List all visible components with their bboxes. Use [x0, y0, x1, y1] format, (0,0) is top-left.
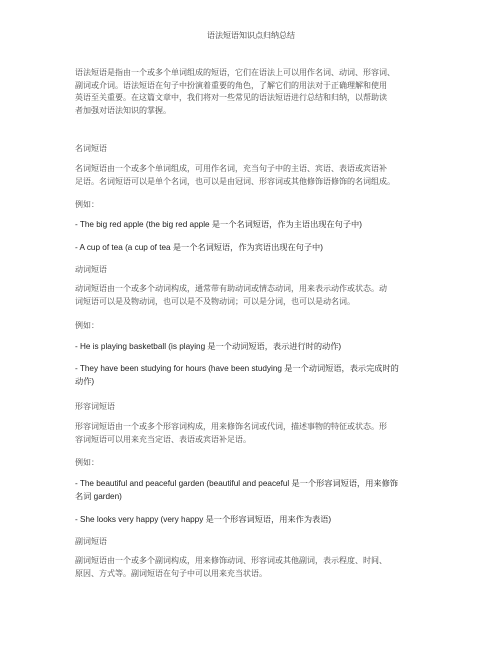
- noun-description: [75, 163, 435, 188]
- verb-desc-line: 动词短语由一个或多个动词构成，通常带有助动词或情态动词，用来表示动作或状态。动: [75, 284, 387, 293]
- verb-example-line: - They have been studying for hours (have been studying 是一个动词短语，表示完成时的: [75, 364, 399, 373]
- verb-example-line: 动作): [75, 376, 95, 386]
- verb-example: [75, 363, 435, 388]
- document-title: 语法短语知识点归纳总结: [207, 31, 295, 40]
- adv-desc-line: 原因、方式等。副词短语在句子中可以用来充当状语。: [75, 568, 267, 578]
- intro-line: 副词或介词。语法短语在句子中扮演着重要的角色，了解它们的用法对于正确理解和使用: [75, 80, 387, 90]
- noun-example: - A cup of tea (a cup of tea 是一个名词短语，作为宾语出现在句子中): [75, 243, 323, 252]
- adj-heading: 形容词短语: [75, 402, 115, 411]
- verb-desc-line: 词短语可以是及物动词，也可以是不及物动词；可以是分词，也可以是动名词。: [75, 296, 355, 306]
- adj-example-label: 例如：: [75, 458, 99, 467]
- adv-description: [75, 555, 435, 580]
- verb-example-label: 例如：: [75, 321, 99, 330]
- adj-example-line: - The beautiful and peaceful garden (beautiful and peaceful 是一个形容词短语，用来修饰: [75, 479, 398, 488]
- adj-description: [75, 421, 435, 446]
- intro-line: 英语至关重要。在这篇文章中，我们将对一些常见的语法短语进行总结和归纳，以帮助读: [75, 93, 387, 102]
- verb-heading: 动词短语: [75, 265, 107, 274]
- adj-example: - She looks very happy (very happy 是一个形容词短语，用来作为表语): [75, 515, 332, 524]
- noun-desc-line: 名词短语由一个或多个单词组成，可用作名词，充当句子中的主语、宾语、表语或宾语补: [75, 164, 387, 173]
- noun-example-label: 例如：: [75, 200, 99, 209]
- adj-example: [75, 478, 435, 503]
- adj-desc-line: 形容词短语由一个或多个形容词构成，用来修饰名词或代词，描述事物的特征或状态。形: [75, 422, 387, 431]
- adv-heading: 副词短语: [75, 537, 107, 546]
- intro-line: 者加强对语法知识的掌握。: [75, 105, 171, 115]
- adv-desc-line: 副词短语由一个或多个副词构成，用来修饰动词、形容词或其他副词，表示程度、时间、: [75, 556, 387, 565]
- noun-desc-line: 足语。名词短语可以是单个名词，也可以是由冠词、形容词或其他修饰语修饰的名词组成。: [75, 176, 395, 186]
- adj-example-line: 名词 garden): [75, 491, 122, 501]
- noun-heading: 名词短语: [75, 144, 107, 153]
- verb-description: [75, 283, 435, 308]
- noun-example: - The big red apple (the big red apple 是一个名词短语，作为主语出现在句子中): [75, 220, 362, 229]
- intro-paragraph: [75, 67, 435, 117]
- intro-line: 语法短语是指由一个或多个单词组成的短语，它们在语法上可以用作名词、动词、形容词、: [75, 68, 395, 77]
- adj-desc-line: 容词短语可以用来充当定语、表语或宾语补足语。: [75, 434, 251, 444]
- verb-example: - He is playing basketball (is playing 是一个动词短语，表示进行时的动作): [75, 342, 342, 351]
